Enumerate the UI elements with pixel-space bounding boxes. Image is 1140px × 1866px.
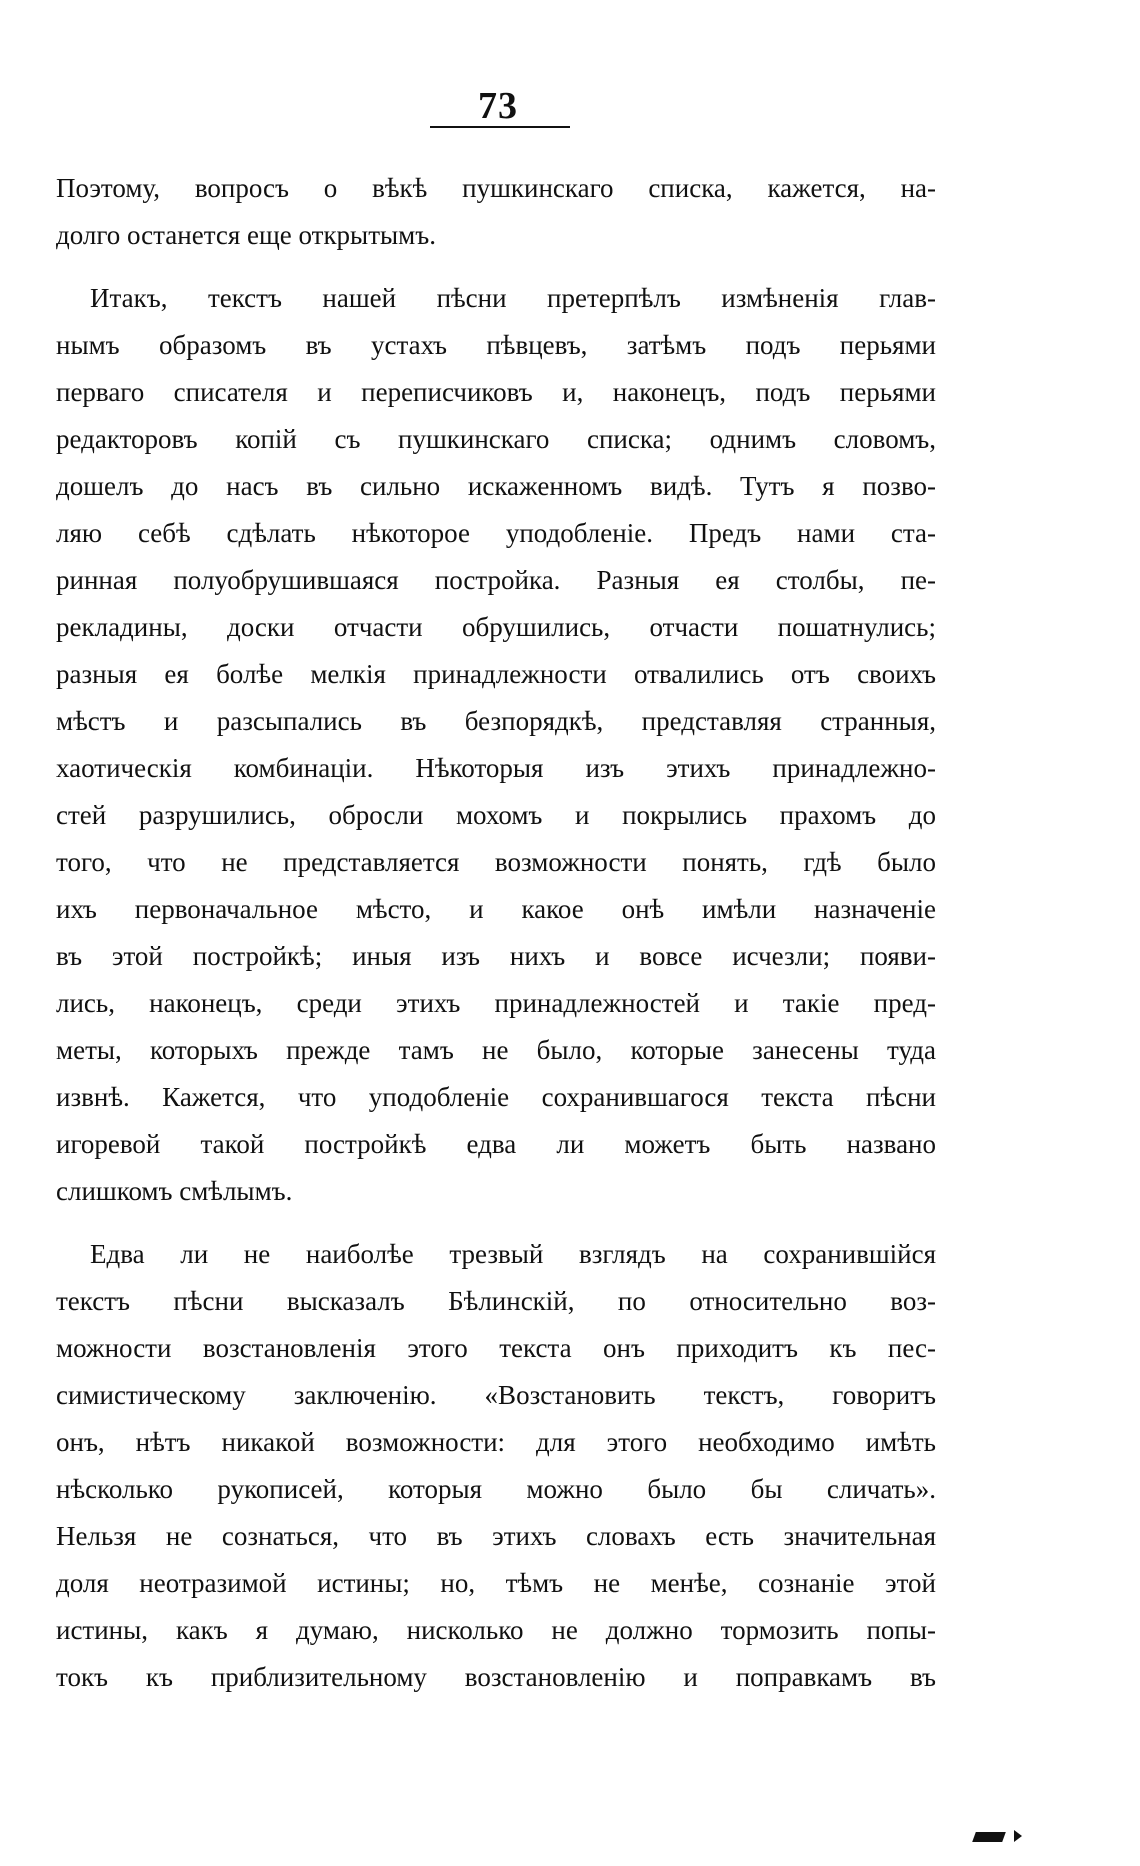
text-line: редакторовъ копій съ пушкинскаго списка; однимъ словомъ, bbox=[56, 424, 936, 454]
text-line: текстъ пѣсни высказалъ Бѣлинскій, по относительно воз- bbox=[56, 1286, 936, 1316]
paragraph-1 bbox=[56, 165, 936, 259]
text-line: того, что не представляется возможности понять, гдѣ было bbox=[56, 847, 936, 877]
page-number-rule bbox=[430, 126, 570, 128]
text-line: лись, наконецъ, среди этихъ принадлежностей и такіе пред- bbox=[56, 988, 936, 1018]
text-line: нымъ образомъ въ устахъ пѣвцевъ, затѣмъ подъ перьями bbox=[56, 330, 936, 360]
text-line: ихъ первоначальное мѣсто, и какое онѣ имѣли назначеніе bbox=[56, 894, 936, 924]
paragraph-gap bbox=[56, 1215, 936, 1231]
text-line: доля неотразимой истины; но, тѣмъ не менѣе, сознаніе этой bbox=[56, 1568, 936, 1598]
printer-mark-bar bbox=[972, 1832, 1006, 1842]
text-line: перваго списателя и переписчиковъ и, наконецъ, подъ перьями bbox=[56, 377, 936, 407]
text-line: хаотическія комбинаціи. Нѣкоторыя изъ этихъ принадлежно- bbox=[56, 753, 936, 783]
text-line: симистическому заключенію. «Возстановить текстъ, говоритъ bbox=[56, 1380, 936, 1410]
text-line: онъ, нѣтъ никакой возможности: для этого необходимо имѣть bbox=[56, 1427, 936, 1457]
text-line: дошелъ до насъ въ сильно искаженномъ видѣ. Тутъ я позво- bbox=[56, 471, 936, 501]
text-line: извнѣ. Кажется, что уподобленіе сохранившагося текста пѣсни bbox=[56, 1082, 936, 1112]
paragraph-3 bbox=[56, 1231, 936, 1701]
text-line: ляю себѣ сдѣлать нѣкоторое уподобленіе. Предъ нами ста- bbox=[56, 518, 936, 548]
text-line: мѣстъ и разсыпались въ безпорядкѣ, представляя странныя, bbox=[56, 706, 936, 736]
text-line: Едва ли не наиболѣе трезвый взглядъ на сохранившійся bbox=[90, 1239, 936, 1269]
text-line: можности возстановленія этого текста онъ приходитъ къ пес- bbox=[56, 1333, 936, 1363]
text-line: игоревой такой постройкѣ едва ли можетъ быть названо bbox=[56, 1129, 936, 1159]
page-number: 73 bbox=[478, 85, 518, 127]
printer-mark-arrow bbox=[1014, 1830, 1022, 1842]
text-line: ринная полуобрушившаяся постройка. Разныя ея столбы, пе- bbox=[56, 565, 936, 595]
text-line: разныя ея болѣе мелкія принадлежности отвалились отъ своихъ bbox=[56, 659, 936, 689]
text-line: токъ къ приблизительному возстановленію и поправкамъ въ bbox=[56, 1662, 936, 1692]
text-line: Поэтому, вопросъ о вѣкѣ пушкинскаго списка, кажется, на- bbox=[56, 173, 936, 203]
text-line: меты, которыхъ прежде тамъ не было, которые занесены туда bbox=[56, 1035, 936, 1065]
text-line: Итакъ, текстъ нашей пѣсни претерпѣлъ измѣненія глав- bbox=[90, 283, 936, 313]
paragraph-gap bbox=[56, 259, 936, 275]
body-text bbox=[56, 165, 936, 1701]
text-line: долго останется еще открытымъ. bbox=[56, 220, 436, 250]
text-line: стей разрушились, обросли мохомъ и покрылись прахомъ до bbox=[56, 800, 936, 830]
text-line: слишкомъ смѣлымъ. bbox=[56, 1176, 293, 1206]
text-line: въ этой постройкѣ; иныя изъ нихъ и вовсе исчезли; появи- bbox=[56, 941, 936, 971]
text-line: рекладины, доски отчасти обрушились, отчасти пошатнулись; bbox=[56, 612, 936, 642]
text-line: нѣсколько рукописей, которыя можно было бы сличать». bbox=[56, 1474, 936, 1504]
text-line: истины, какъ я думаю, нисколько не должно тормозить попы- bbox=[56, 1615, 936, 1645]
paragraph-2 bbox=[56, 275, 936, 1215]
text-line: Нельзя не сознаться, что въ этихъ словахъ есть значительная bbox=[56, 1521, 936, 1551]
printer-mark-icon bbox=[974, 1828, 1020, 1844]
